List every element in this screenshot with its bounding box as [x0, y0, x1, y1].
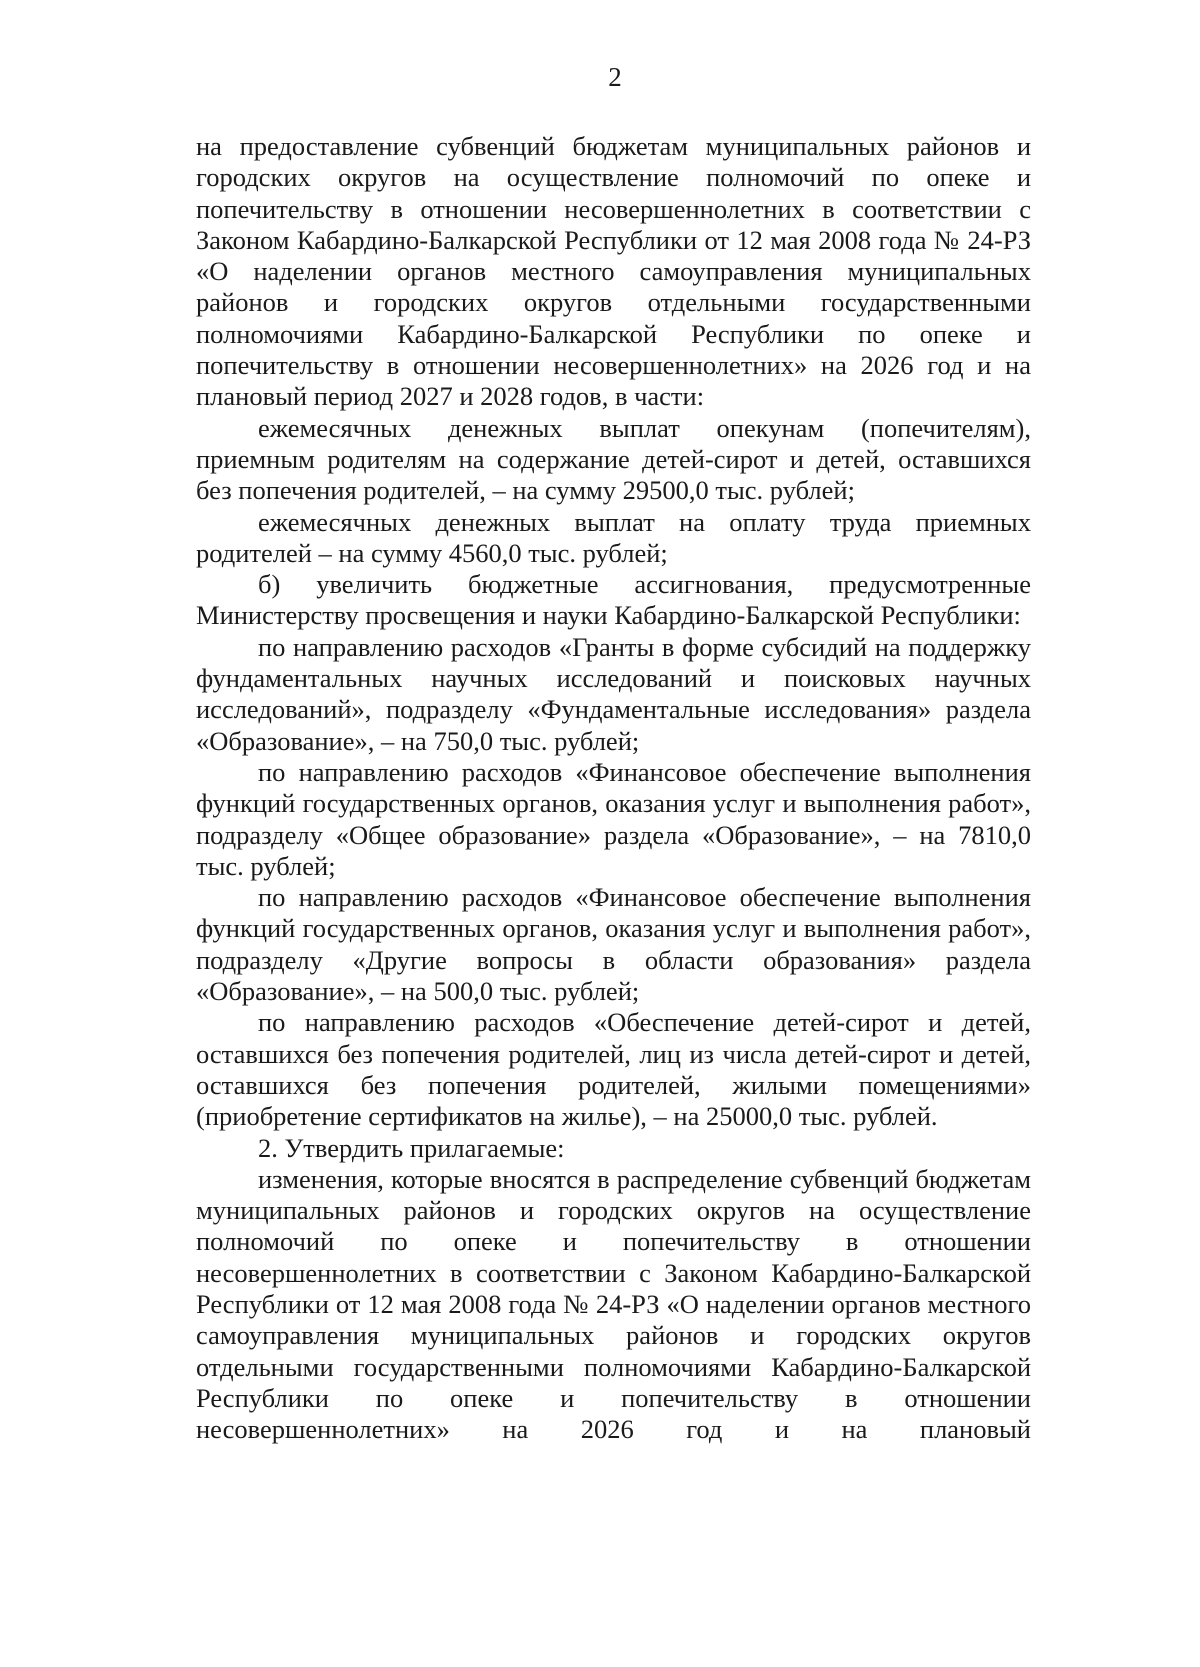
paragraph-orphan-housing: по направлению расходов «Обеспечение детей-сирот и детей, оставшихся без попечения родителей, лиц из числа детей-сирот и детей, оставшихся без попечения родителей, жилыми помещениями» (приобретение сертификатов на жилье), – на 25000,0 тыс. рублей.	[196, 1007, 1031, 1132]
paragraph-increase-allocations: б) увеличить бюджетные ассигнования, предусмотренные Министерству просвещения и науки Кабардино-Балкарской Республики:	[196, 569, 1031, 631]
paragraph-other-education: по направлению расходов «Финансовое обеспечение выполнения функций государственных органов, оказания услуг и выполнения работ», подразделу «Другие вопросы в области образования» раздела «Образование», – на 500,0 тыс. рублей;	[196, 882, 1031, 1007]
document-body	[196, 131, 1031, 1445]
paragraph-distribution-changes: изменения, которые вносятся в распределение субвенций бюджетам муниципальных районов и городских округов на осуществление полномочий по опеке и попечительству в отношении несовершеннолетних в соответствии с Законом Кабардино-Балкарской Республики от 12 мая 2008 года № 24-РЗ «О наделении органов местного самоуправления муниципальных районов и городских округов отдельными государственными полномочиями Кабардино-Балкарской Республики по опеке и попечительству в отношении несовершеннолетних» на 2026 год и на плановый	[196, 1163, 1031, 1445]
paragraph-general-education: по направлению расходов «Финансовое обеспечение выполнения функций государственных органов, оказания услуг и выполнения работ», подразделу «Общее образование» раздела «Образование», – на 7810,0 тыс. рублей;	[196, 756, 1031, 881]
paragraph-subventions-continuation: на предоставление субвенций бюджетам муниципальных районов и городских округов на осуществление полномочий по опеке и попечительству в отношении несовершеннолетних в соответствии с Законом Кабардино-Балкарской Республики от 12 мая 2008 года № 24-РЗ «О наделении органов местного самоуправления муниципальных районов и городских округов отдельными государственными полномочиями Кабардино-Балкарской Республики по опеке и попечительству в отношении несовершеннолетних» на 2026 год и на плановый период 2027 и 2028 годов, в части:	[196, 131, 1031, 412]
paragraph-approve-attached: 2. Утвердить прилагаемые:	[258, 1132, 565, 1163]
paragraph-foster-parent-wages: ежемесячных денежных выплат на оплату труда приемных родителей – на сумму 4560,0 тыс. рублей;	[196, 506, 1031, 568]
paragraph-research-grants: по направлению расходов «Гранты в форме субсидий на поддержку фундаментальных научных исследований и поисковых научных исследований», подразделу «Фундаментальные исследования» раздела «Образование», – на 750,0 тыс. рублей;	[196, 631, 1031, 756]
page-number: 2	[608, 62, 622, 92]
paragraph-guardian-payments: ежемесячных денежных выплат опекунам (попечителям), приемным родителям на содержание детей-сирот и детей, оставшихся без попечения родителей, – на сумму 29500,0 тыс. рублей;	[196, 412, 1031, 506]
